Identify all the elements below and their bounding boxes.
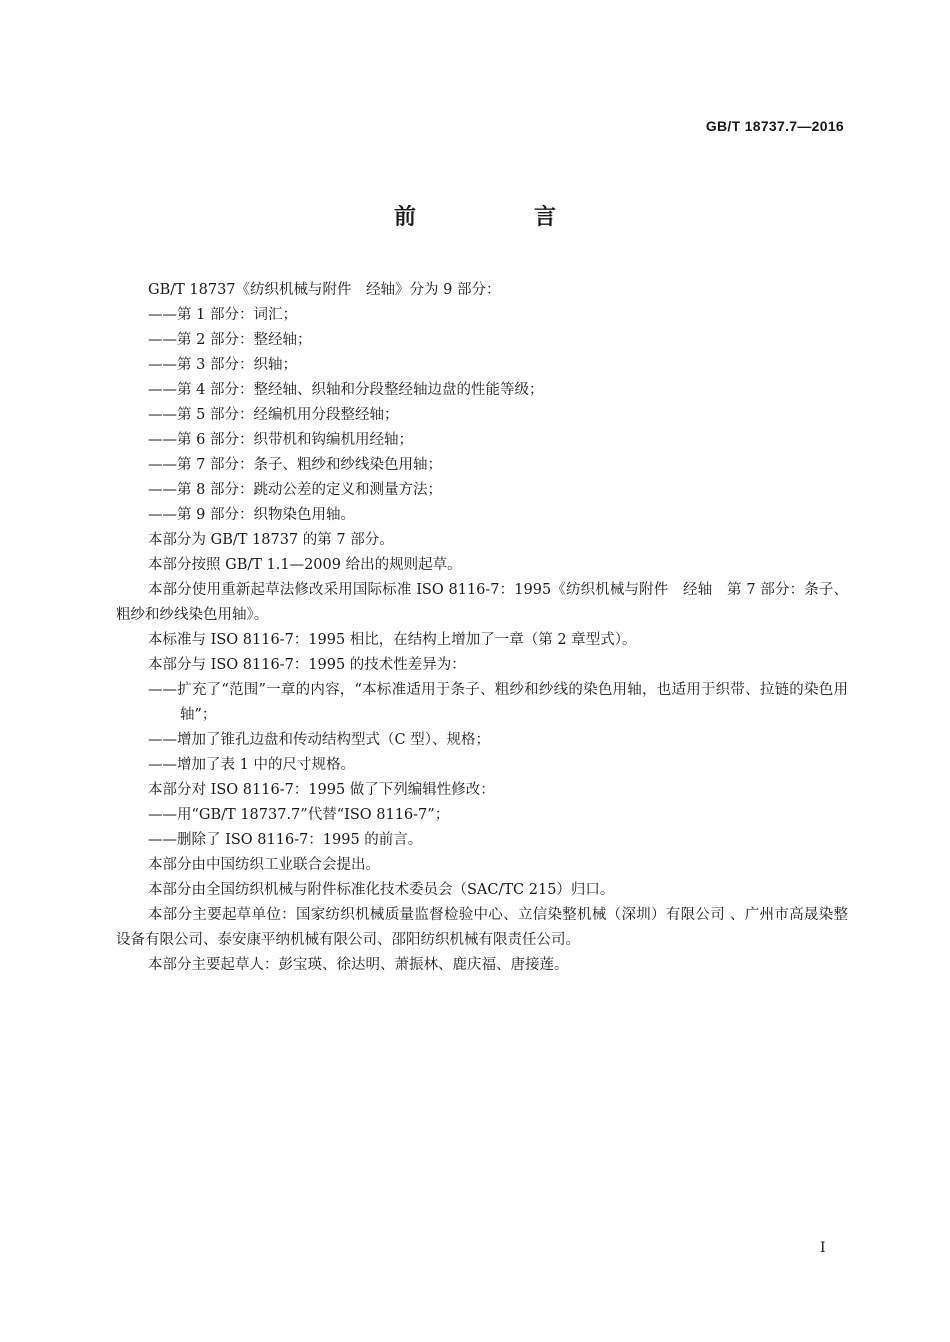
paragraph: 本部分主要起草人：彭宝瑛、徐达明、萧振林、鹿庆福、唐接莲。	[148, 957, 569, 973]
paragraph: 本部分主要起草单位：国家纺织机械质量监督检验中心、立信染整机械（深圳）有限公司 、广州市高晟染整设备有限公司、泰安康平纳机械有限公司、邵阳纺织机械有限责任公司。	[116, 907, 848, 948]
list-item: ——第 3 部分：织轴；	[148, 357, 297, 373]
paragraph: 本部分由全国纺织机械与附件标准化技术委员会（SAC/TC 215）归口。	[148, 882, 615, 898]
list-item: ——第 1 部分：词汇；	[148, 307, 297, 323]
list-item: ——第 5 部分：经编机用分段整经轴；	[148, 407, 399, 423]
list-item: ——用“GB/T 18737.7”代替“ISO 8116-7”；	[148, 807, 450, 823]
list-item: ——删除了 ISO 8116-7：1995 的前言。	[148, 832, 423, 848]
list-item: ——第 4 部分：整经轴、织轴和分段整经轴边盘的性能等级；	[148, 382, 544, 398]
intro-paragraph: GB/T 18737《纺织机械与附件 经轴》分为 9 部分：	[148, 282, 501, 298]
standard-code: GB/T 18737.7—2016	[705, 118, 844, 134]
list-item: ——增加了表 1 中的尺寸规格。	[148, 757, 355, 773]
paragraph: 本部分由中国纺织工业联合会提出。	[148, 857, 380, 873]
document-body	[116, 278, 848, 978]
paragraph: 本部分与 ISO 8116-7：1995 的技术性差异为：	[148, 657, 466, 673]
paragraph: 本部分按照 GB/T 1.1—2009 给出的规则起草。	[148, 557, 462, 573]
list-item: ——第 8 部分：跳动公差的定义和测量方法；	[148, 482, 442, 498]
page-number: I	[820, 1240, 826, 1256]
paragraph: 本部分为 GB/T 18737 的第 7 部分。	[148, 532, 394, 548]
paragraph: 本部分对 ISO 8116-7：1995 做了下列编辑性修改：	[148, 782, 495, 798]
list-item: ——第 6 部分：织带机和钩编机用经轴；	[148, 432, 413, 448]
paragraph: 本部分使用重新起草法修改采用国际标准 ISO 8116-7：1995《纺织机械与附件 经轴 第 7 部分：条子、粗纱和纱线染色用轴》。	[116, 582, 848, 623]
list-item: ——第 7 部分：条子、粗纱和纱线染色用轴；	[148, 457, 442, 473]
list-item: ——第 2 部分：整经轴；	[148, 332, 312, 348]
page-title: 前 言	[393, 205, 604, 230]
paragraph: 本标准与 ISO 8116-7：1995 相比，在结构上增加了一章（第 2 章型式）。	[148, 632, 637, 648]
list-item: ——第 9 部分：织物染色用轴。	[148, 507, 355, 523]
list-item: ——扩充了“范围”一章的内容，“本标准适用于条子、粗纱和纱线的染色用轴，也适用于织带、拉链的染色用轴”；	[148, 682, 848, 723]
list-item: ——增加了锥孔边盘和传动结构型式（C 型）、规格；	[148, 732, 490, 748]
